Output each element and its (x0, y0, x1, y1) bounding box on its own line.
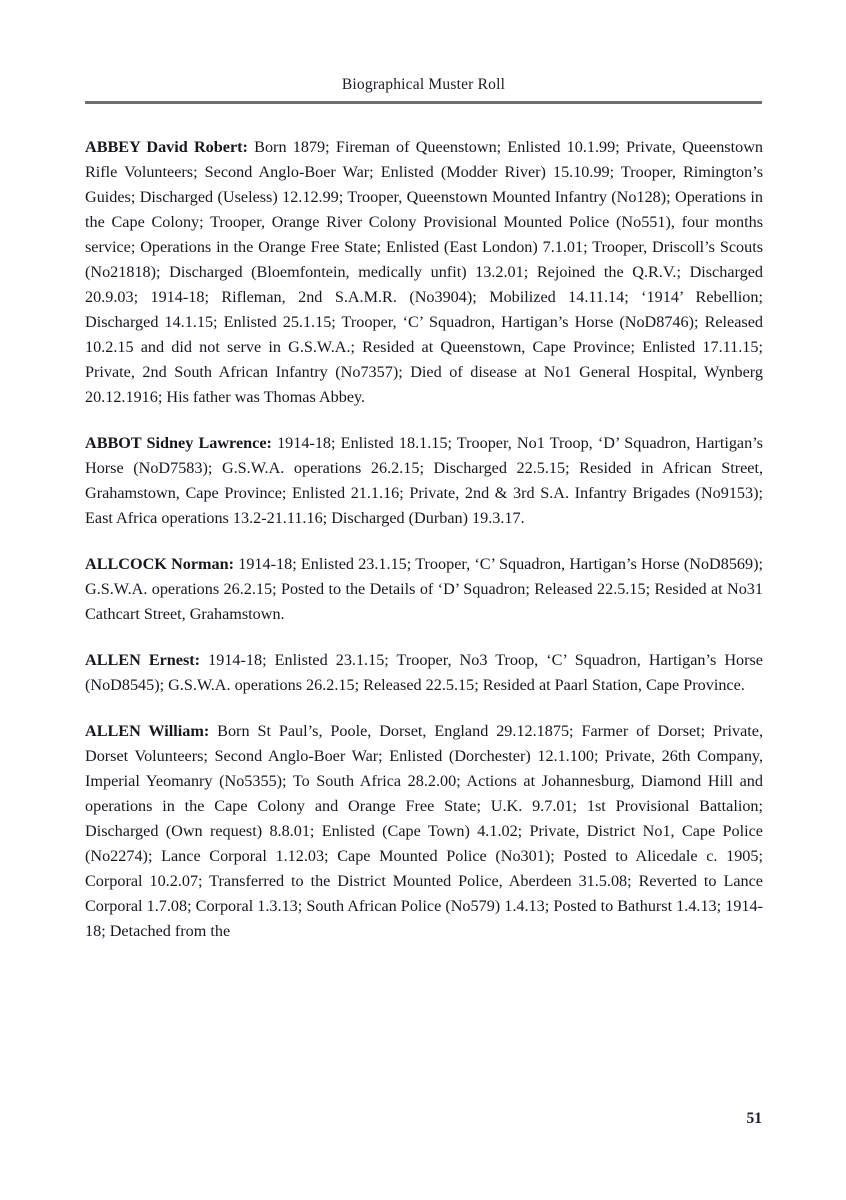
entry-body: 1914-18; Enlisted 23.1.15; Trooper, ‘C’ Squadron, Hartigan’s Horse (NoD8569); G.S.W.A. operations 26.2.15; Posted to the Details of ‘D’ Squadron; Released 22.5.15; Resided at No31 Cathcart Street, Grahamstown. (85, 555, 763, 623)
biography-entry (85, 135, 763, 410)
entry-body: Born 1879; Fireman of Queenstown; Enlisted 10.1.99; Private, Queenstown Rifle Volunteers; Second Anglo-Boer War; Enlisted (Modder River) 15.10.99; Trooper, Rimington’s Guides; Discharged (Useless) 12.12.99; Trooper, Queenstown Mounted Infantry (No128); Operations in the Cape Colony; Trooper, Orange River Colony Provisional Mounted Police (No551), four months service; Operations in the Orange Free State; Enlisted (East London) 7.1.01; Trooper, Driscoll’s Scouts (No21818); Discharged (Bloemfontein, medically unfit) 13.2.01; Rejoined the Q.R.V.; Discharged 20.9.03; 1914-18; Rifleman, 2nd S.A.M.R. (No3904); Mobilized 14.11.14; ‘1914’ Rebellion; Discharged 14.1.15; Enlisted 25.1.15; Trooper, ‘C’ Squadron, Hartigan’s Horse (NoD8746); Released 10.2.15 and did not serve in G.S.W.A.; Resided at Queenstown, Cape Province; Enlisted 17.11.15; Private, 2nd South African Infantry (No7357); Died of disease at No1 General Hospital, Wynberg 20.12.1916; His father was Thomas Abbey. (85, 138, 763, 406)
running-head: Biographical Muster Roll (341, 76, 506, 93)
biography-entry (85, 648, 763, 698)
entry-body: 1914-18; Enlisted 18.1.15; Trooper, No1 Troop, ‘D’ Squadron, Hartigan’s Horse (NoD7583); G.S.W.A. operations 26.2.15; Discharged 22.5.15; Resided in African Street, Grahamstown, Cape Province; Enlisted 21.1.16; Private, 2nd & 3rd S.A. Infantry Brigades (No9153); East Africa operations 13.2-21.11.16; Discharged (Durban) 19.3.17. (85, 434, 763, 527)
entry-body: 1914-18; Enlisted 23.1.15; Trooper, No3 Troop, ‘C’ Squadron, Hartigan’s Horse (NoD8545); G.S.W.A. operations 26.2.15; Released 22.5.15; Resided at Paarl Station, Cape Province. (85, 651, 763, 694)
page-number: 51 (746, 1110, 762, 1127)
header-rule (85, 101, 762, 104)
biography-entry (85, 431, 763, 531)
entry-name: ALLEN Ernest: (85, 651, 201, 669)
entry-name: ABBEY David Robert: (85, 138, 248, 156)
entry-body: Born St Paul’s, Poole, Dorset, England 29.12.1875; Farmer of Dorset; Private, Dorset Volunteers; Second Anglo-Boer War; Enlisted (Dorchester) 12.1.100; Private, 26th Company, Imperial Yeomanry (No5355); To South Africa 28.2.00; Actions at Johannesburg, Diamond Hill and operations in the Cape Colony and Orange Free State; U.K. 9.7.01; 1st Provisional Battalion; Discharged (Own request) 8.8.01; Enlisted (Cape Town) 4.1.02; Private, District No1, Cape Police (No2274); Lance Corporal 1.12.03; Cape Mounted Police (No301); Posted to Alicedale c. 1905; Corporal 10.2.07; Transferred to the District Mounted Police, Aberdeen 31.5.08; Reverted to Lance Corporal 1.7.08; Corporal 1.3.13; South African Police (No579) 1.4.13; Posted to Bathurst 1.4.13; 1914-18; Detached from the (85, 722, 763, 940)
biography-entry (85, 552, 763, 627)
biography-entry (85, 719, 763, 944)
entry-name: ALLCOCK Norman: (85, 555, 235, 573)
entry-name: ABBOT Sidney Lawrence: (85, 434, 272, 452)
entry-name: ALLEN William: (85, 722, 210, 740)
page-body (85, 135, 763, 944)
